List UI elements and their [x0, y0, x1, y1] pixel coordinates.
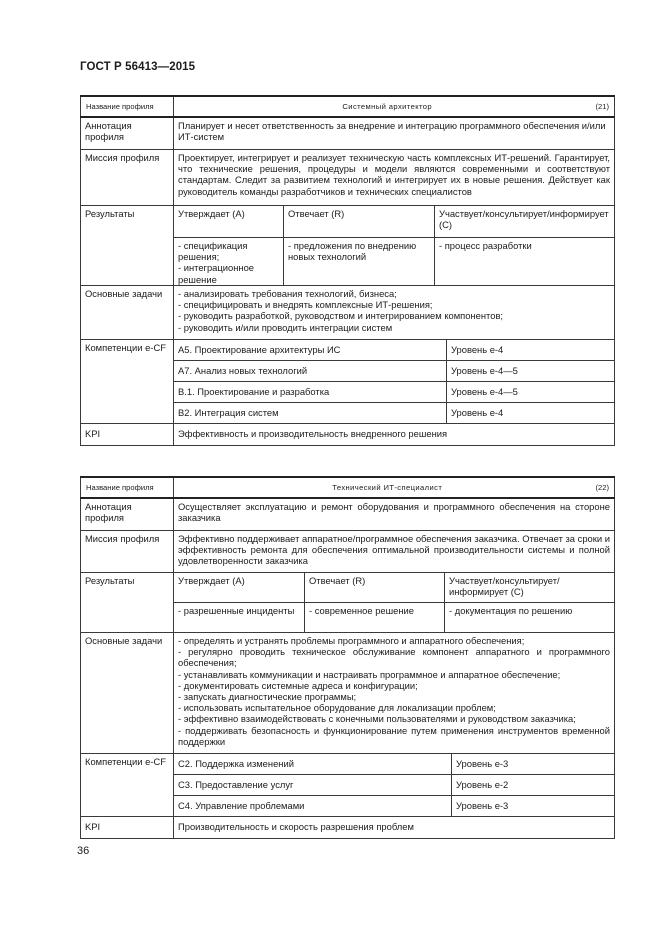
- task-item: - руководить разработкой, руководством и интегрированием компонентов;: [178, 310, 504, 322]
- task-item: - устанавливать коммуникации и настраивать программное и аппаратное обеспечение;: [178, 668, 561, 680]
- results-row: [81, 206, 615, 286]
- competence-name: A7. Анализ новых технологий: [174, 361, 447, 381]
- task-item: - эффективно взаимодействовать с конечными пользователями и руководством заказчика;: [178, 713, 576, 725]
- results-header-row: [174, 573, 614, 602]
- results-responsible-value: - предложения по внедрению новых технологий: [284, 238, 435, 285]
- profile-title: Системный архитектор: [342, 101, 433, 111]
- competence-row: [174, 402, 614, 423]
- results-values-row: [174, 237, 614, 285]
- annotation-text: Осуществляет эксплуатацию и ремонт оборудования и программного обеспечения на стороне заказчика: [174, 498, 615, 531]
- task-item: - специфицировать и внедрять комплексные ИТ-решения;: [178, 299, 433, 311]
- competence-level: Уровень е-4: [451, 344, 504, 355]
- competence-level: Уровень е-3: [456, 800, 509, 811]
- results-consults-header: Участвует/консультирует/информирует (C): [439, 208, 609, 231]
- page-number: 36: [77, 845, 90, 857]
- competences-label: Компетенции e-CF: [81, 340, 174, 424]
- competence-row: [174, 774, 614, 795]
- kpi-text: Эффективность и производительность внедренного решения: [174, 424, 615, 446]
- competence-level: Уровень е-3: [456, 758, 509, 769]
- mission-text: Проектирует, интегрирует и реализует техническую часть комплексных ИТ-решений. Гарантирует, что технические решения, процедуры и модели являются современными и соответствуют стандартам. Следит за развитием технологий и интегрирует их в новые решения. Действует как руководитель команды разработчиков и технических специалистов: [174, 150, 615, 206]
- kpi-row: [81, 817, 615, 839]
- competence-name: B.1. Проектирование и разработка: [174, 382, 447, 402]
- tasks-label: Основные задачи: [81, 633, 174, 754]
- competence-row: [174, 754, 614, 774]
- competence-row: [174, 795, 614, 816]
- annotation-text: Планирует и несет ответственность за внедрение и интеграцию программного обеспечения и/или ИТ-систем: [174, 117, 615, 150]
- mission-label: Миссия профиля: [81, 531, 174, 573]
- task-item: - документировать системные адреса и конфигурации;: [178, 679, 418, 691]
- results-consults-value: - процесс разработки: [439, 240, 532, 251]
- profile-header-row: [81, 96, 615, 117]
- results-approves-header: Утверждает (A): [174, 206, 284, 237]
- task-item: - регулярно проводить техническое обслуживание компонент аппаратного и программного обеспечения;: [178, 646, 610, 669]
- competence-name: C2. Поддержка изменений: [174, 754, 452, 774]
- task-item: - запускать диагностические программы;: [178, 691, 357, 703]
- profile-name-label: Название профиля: [81, 96, 174, 117]
- task-item: - руководить и/или проводить интеграции систем: [178, 321, 393, 333]
- competence-name: C4. Управление проблемами: [174, 796, 452, 816]
- results-label: Результаты: [81, 573, 174, 633]
- results-responsible-header: Отвечает (R): [305, 573, 445, 602]
- annotation-label: Аннотация профиля: [81, 117, 174, 150]
- profile-number: (21): [595, 101, 609, 111]
- annotation-label: Аннотация профиля: [81, 498, 174, 531]
- competences-row: [81, 340, 615, 424]
- results-approves-value: - спецификация решения; - интеграционное решение: [174, 238, 284, 285]
- profile-title: Технический ИТ-специалист: [332, 482, 443, 492]
- results-approves-header: Утверждает (A): [174, 573, 305, 602]
- results-header-row: [174, 206, 614, 237]
- profile-number: (22): [595, 482, 609, 492]
- competence-name: B2. Интеграция систем: [174, 403, 447, 423]
- results-values-row: [174, 602, 614, 632]
- annotation-row: [81, 498, 615, 531]
- results-row: [81, 573, 615, 633]
- profile-header-row: [81, 477, 615, 498]
- tasks-list: [174, 286, 615, 340]
- task-item: - поддерживать безопасность и функционирование путем применения инструментов временной поддержки: [178, 724, 610, 747]
- profile-table-21: [80, 95, 615, 446]
- kpi-row: [81, 424, 615, 446]
- mission-row: [81, 531, 615, 573]
- competence-level: Уровень е-4—5: [451, 365, 518, 376]
- kpi-label: KPI: [81, 817, 174, 839]
- tasks-label: Основные задачи: [81, 286, 174, 340]
- competences-label: Компетенции e-CF: [81, 754, 174, 817]
- results-approves-value: - разрешенные инциденты: [174, 603, 305, 632]
- competence-level: Уровень е-4—5: [451, 386, 518, 397]
- competence-level: Уровень е-4: [451, 407, 504, 418]
- annotation-row: [81, 117, 615, 150]
- kpi-text: Производительность и скорость разрешения проблем: [174, 817, 615, 839]
- competence-row: [174, 360, 614, 381]
- task-item: - использовать испытательное оборудование для локализации проблем;: [178, 702, 496, 714]
- task-item: - определять и устранять проблемы программного и аппаратного обеспечения;: [178, 635, 525, 646]
- competence-row: [174, 381, 614, 402]
- competence-level: Уровень е-2: [456, 779, 509, 790]
- kpi-label: KPI: [81, 424, 174, 446]
- mission-row: [81, 150, 615, 206]
- document-header: ГОСТ Р 56413—2015: [80, 61, 196, 73]
- mission-text: Эффективно поддерживает аппаратное/программное обеспечения заказчика. Отвечает за сроки и эффективность ремонта для обеспечения оптимальной производительности системы и полной удовлетворенности заказчика: [174, 531, 615, 573]
- competence-name: A5. Проектирование архитектуры ИС: [174, 340, 447, 360]
- results-responsible-value: - современное решение: [305, 603, 445, 632]
- profile-name-label: Название профиля: [81, 477, 174, 498]
- competence-row: [174, 340, 614, 360]
- results-consults-value: - документация по решению: [449, 605, 573, 616]
- tasks-list: [174, 633, 615, 754]
- tasks-row: [81, 633, 615, 754]
- competence-name: C3. Предоставление услуг: [174, 775, 452, 795]
- results-responsible-header: Отвечает (R): [284, 206, 435, 237]
- profile-table-22: [80, 476, 615, 839]
- task-item: - анализировать требования технологий, бизнеса;: [178, 288, 397, 299]
- competences-row: [81, 754, 615, 817]
- tasks-row: [81, 286, 615, 340]
- mission-label: Миссия профиля: [81, 150, 174, 206]
- results-consults-header: Участвует/консультирует/информирует (C): [449, 575, 560, 598]
- results-label: Результаты: [81, 206, 174, 286]
